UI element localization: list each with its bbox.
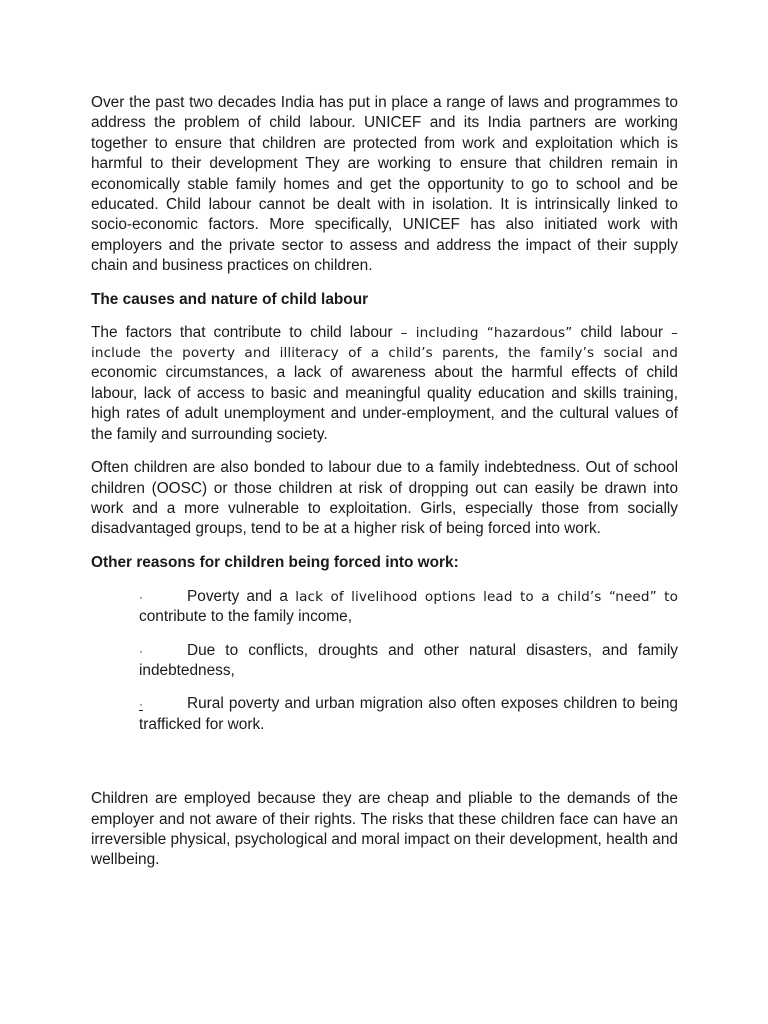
bullet-text-3: contribute to the family income, [139, 608, 353, 626]
bullet-icon: · [139, 697, 143, 712]
intro-paragraph: Over the past two decades India has put in place a range of laws and programmes to address the problem of child labour. UNICEF and its India partners are working together to ensure that children are protected from work and exploitation which is harmful to their development They are working to ensure that children remain in economically stable family homes and get the opportunity to go to school and be educated. Child labour cannot be dealt with in isolation. It is intrinsically linked to socio-economic factors. More specifically, UNICEF has also initiated work with employers and the private sector to assess and address the impact of their supply chain and business practices on children. [91, 94, 678, 275]
bullet-icon: · [139, 589, 143, 604]
causes-text-5: economic circumstances, a lack of awareness about the harmful effects of child labour, lack of access to basic and meaningful quality education and skills training, high rates of adult unemployment and under-employment, and the cultural values of the family and surrounding society. [91, 364, 678, 443]
causes-paragraph [91, 323, 678, 445]
bullet-text: Rural poverty and urban migration also often exposes children to being trafficked for work. [139, 695, 678, 733]
spacer [91, 735, 678, 789]
causes-text-2: – including “hazardous” [400, 324, 581, 341]
document-page [91, 93, 678, 871]
bullet-text-2: lack of livelihood options lead to a child’s “need” to [295, 588, 678, 605]
section-heading-other-reasons: Other reasons for children being forced into work: [91, 553, 459, 571]
bullet-text: Due to conflicts, droughts and other natural disasters, and family indebtedness, [139, 641, 678, 679]
causes-text-3: child labour [580, 323, 672, 341]
bullet-icon: · [139, 643, 143, 658]
list-item [139, 587, 678, 628]
bonded-labour-paragraph: Often children are also bonded to labour due to a family indebtedness. Out of school children (OOSC) or those children at risk of dropping out can easily be drawn into work and a more vulnerable to exploitation. Girls, especially those from socially disadvantaged groups, tend to be at a higher risk of being forced into work. [91, 459, 678, 538]
closing-paragraph: Children are employed because they are cheap and pliable to the demands of the employer and not aware of their rights. The risks that these children face can have an irreversible physical, psychological and moral impact on their development, health and wellbeing. [91, 790, 678, 869]
reasons-list [139, 587, 678, 735]
bullet-text-1: Poverty and a [187, 587, 296, 605]
list-item [139, 641, 678, 682]
list-item [139, 694, 678, 735]
section-heading-causes: The causes and nature of child labour [91, 290, 369, 308]
causes-text-1: The factors that contribute to child labour [91, 323, 401, 341]
causes-text-4: –include the poverty and illiteracy of a child’s parents, the family’s social and [91, 324, 679, 362]
